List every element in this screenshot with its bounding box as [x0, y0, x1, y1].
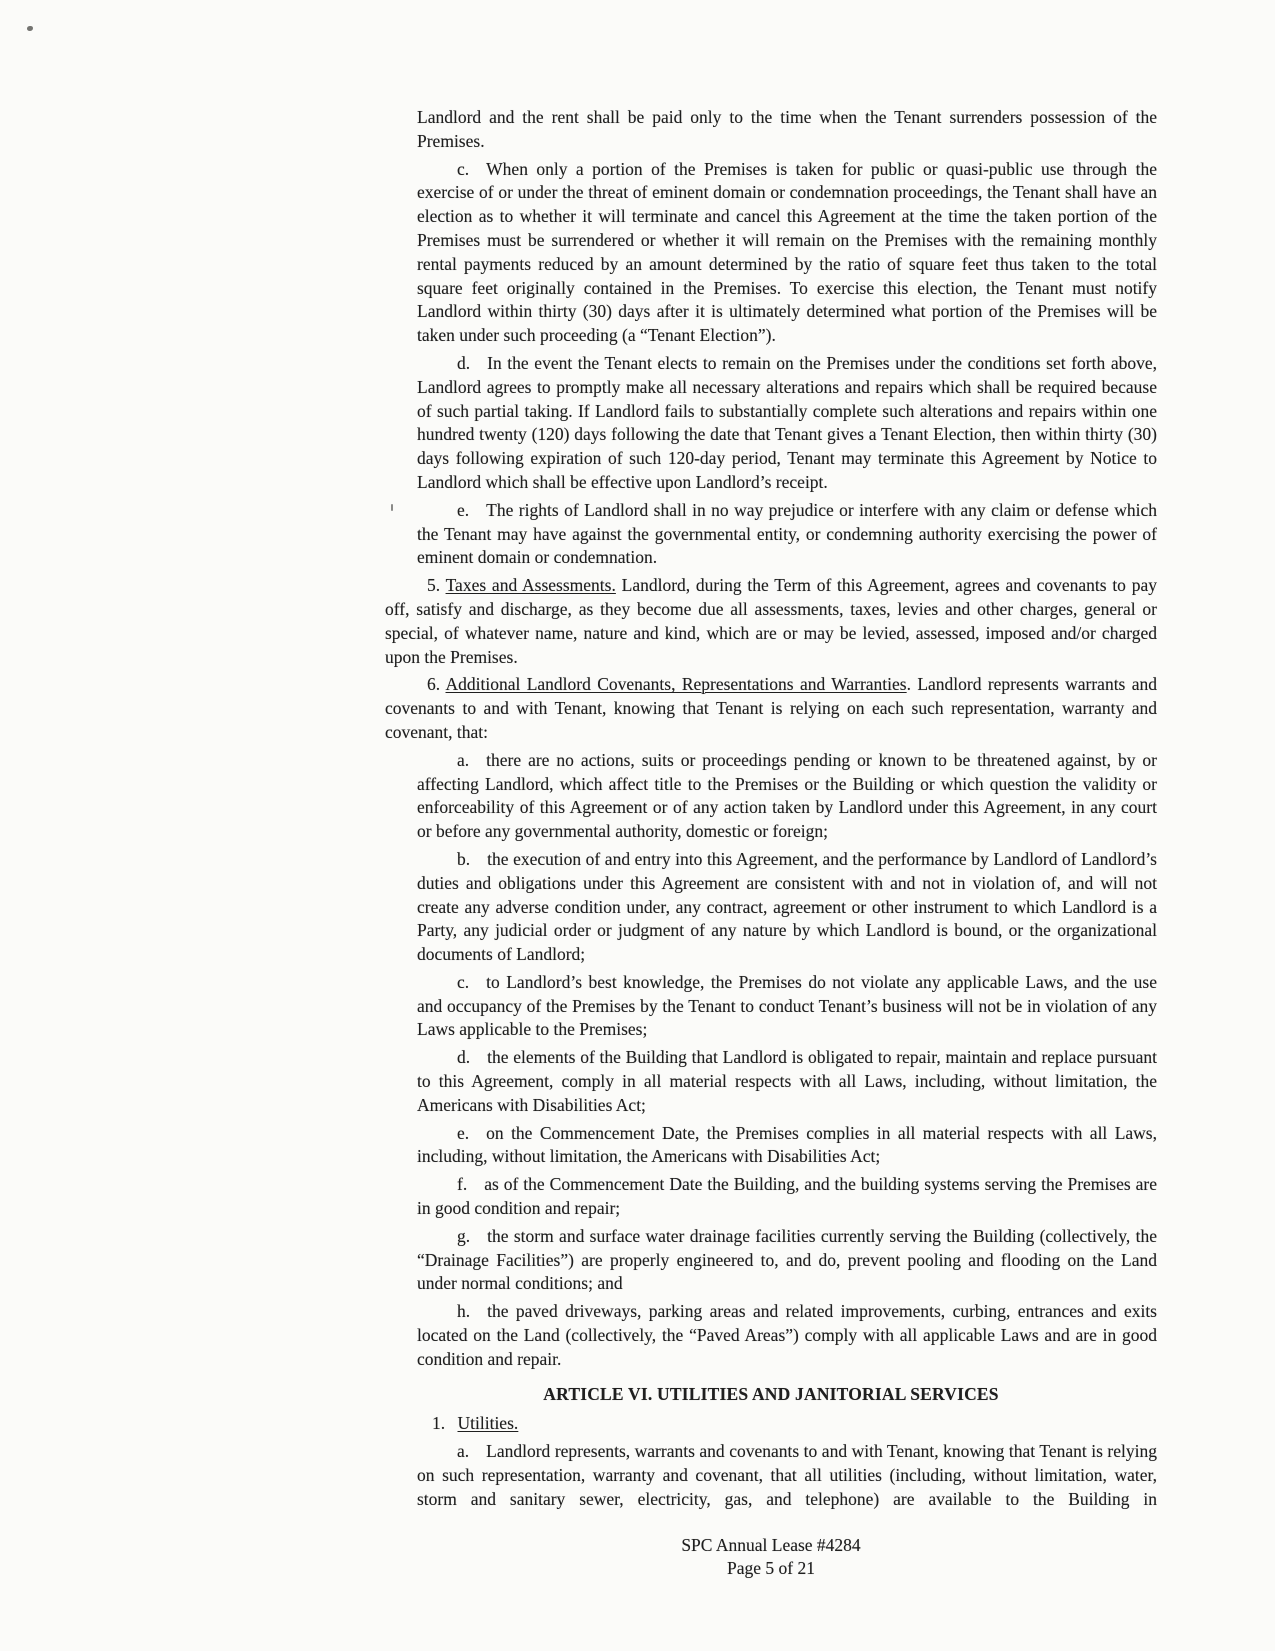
paragraph-c-no-law-violation [417, 971, 1157, 1042]
item-label: c. [457, 158, 470, 179]
item-label: e. [457, 1122, 470, 1143]
item-label: e. [457, 499, 470, 520]
item-label: f. [457, 1174, 468, 1195]
paragraph-text: the paved driveways, parking areas and related improvements, curbing, entrances and exits located on the Land (collectively, the “Paved Areas”) comply with all applicable Laws and are in good condition and repair. [417, 1301, 1157, 1369]
item-label: a. [457, 1441, 470, 1462]
paragraph-d-building-elements [417, 1046, 1157, 1117]
paragraph-text: . Landlord represents warrants and covenants to and with Tenant, knowing that Tenant is relying on each such representation, warranty and covenant, that: [385, 674, 1157, 742]
paragraph-c-partial-taking [417, 158, 1157, 348]
section-number: 6. [427, 674, 441, 695]
paragraph-5-taxes-and-assessments [385, 574, 1157, 669]
paragraph-text: on the Commencement Date, the Premises complies in all material respects with all Laws, including, without limitation, the Americans with Disabilities Act; [417, 1122, 1157, 1167]
article-vi-heading: ARTICLE VI. UTILITIES AND JANITORIAL SERVICES [543, 1383, 999, 1404]
section-number: 5. [427, 575, 441, 596]
paragraph-a-utilities-availability [417, 1440, 1157, 1511]
paragraph-text: Landlord, during the Term of this Agreement, agrees and covenants to pay off, satisfy and discharge, as they become due all assessments, taxes, levies and other charges, general or special, of whatever name, nature and kind, which are or may be levied, assessed, imposed and/or charged upon the Premises. [385, 575, 1157, 667]
paragraph-h-paved-areas [417, 1300, 1157, 1371]
paragraph-d-tenant-remains [417, 352, 1157, 495]
item-label: b. [457, 848, 471, 869]
utilities-section-item [385, 1412, 1157, 1436]
paragraph-continuation [417, 106, 1157, 154]
paragraph-text: Landlord represents, warrants and covenants to and with Tenant, knowing that Tenant is relying on such representation, warranty and covenant, that all utilities (including, without limitation, water, storm and sanitary sewer, electricity, gas, and telephone) are available to the Building in [417, 1441, 1157, 1509]
paragraph-text: as of the Commencement Date the Building, and the building systems serving the Premises are in good condition and repair; [417, 1174, 1157, 1219]
item-label: a. [457, 749, 470, 770]
utilities-heading-underlined: Utilities. [457, 1413, 519, 1434]
paragraph-text: Landlord and the rent shall be paid only to the time when the Tenant surrenders possession of the Premises. [417, 107, 1157, 151]
lease-reference: SPC Annual Lease #4284 [681, 1534, 861, 1555]
scan-speck-artifact [27, 26, 33, 31]
paragraph-e-landlord-rights [417, 499, 1157, 570]
item-label: g. [457, 1225, 471, 1246]
paragraph-text: the execution of and entry into this Agreement, and the performance by Landlord of Landlord’s duties and obligations under this Agreement are consistent with and not in violation of, and will not create any adverse condition under, any contract, agreement or other instrument to which Landlord is a Party, any judicial order or judgment of any nature by which Landlord is bound, or the organizational documents of Landlord; [417, 848, 1157, 965]
paragraph-a-no-proceedings [417, 749, 1157, 844]
section-heading-underlined: Additional Landlord Covenants, Representations and Warranties [445, 674, 907, 695]
paragraph-text: The rights of Landlord shall in no way prejudice or interfere with any claim or defense which the Tenant may have against the governmental entity, or condemning authority exercising the power of eminent domain or condemnation. [417, 499, 1157, 568]
paragraph-text: In the event the Tenant elects to remain on the Premises under the conditions set forth above, Landlord agrees to promptly make all necessary alterations and repairs which shall be required because of such partial taking. If Landlord fails to substantially complete such alterations and repairs within one hundred twenty (120) days following the date that Tenant gives a Tenant Election, then within thirty (30) days following expiration of such 120-day period, Tenant may terminate this Agreement by Notice to Landlord which shall be effective upon Landlord’s receipt. [417, 352, 1157, 492]
paragraph-g-drainage-facilities [417, 1225, 1157, 1296]
item-number: 1. [432, 1413, 446, 1434]
page-number-indicator: Page 5 of 21 [727, 1558, 815, 1579]
paragraph-text: there are no actions, suits or proceedings pending or known to be threatened against, by or affecting Landlord, which affect title to the Premises or the Building or which question the validity or enforceability of this Agreement or of any action taken by Landlord under this Agreement, in any court or before any governmental authority, domestic or foreign; [417, 749, 1157, 842]
scan-mark-artifact [391, 504, 393, 511]
paragraph-6-additional-covenants [385, 673, 1157, 744]
paragraph-text: When only a portion of the Premises is taken for public or quasi-public use through the exercise of or under the threat of eminent domain or condemnation proceedings, the Tenant shall have an election as to whether it will terminate and cancel this Agreement at the time the taken portion of the Premises must be surrendered or whether it will remain on the Premises with the remaining monthly rental payments reduced by an amount determined by the ratio of square feet thus taken to the total square feet originally contained in the Premises. To exercise this election, the Tenant must notify Landlord within thirty (30) days after it is ultimately determined what portion of the Premises will be taken under such proceeding (a “Tenant Election”). [417, 158, 1157, 346]
paragraph-b-execution-authority [417, 848, 1157, 967]
page-footer [385, 1534, 1157, 1582]
paragraph-text: the elements of the Building that Landlord is obligated to repair, maintain and replace pursuant to this Agreement, comply in all material respects with all Laws, including, without limitation, the Americans with Disabilities Act; [417, 1047, 1157, 1115]
paragraph-text: the storm and surface water drainage facilities currently serving the Building (collectively, the “Drainage Facilities”) are properly engineered to, and do, prevent pooling and flooding on the Land under normal conditions; and [417, 1225, 1157, 1294]
paragraph-f-building-condition [417, 1173, 1157, 1221]
item-label: h. [457, 1301, 471, 1322]
section-heading-underlined: Taxes and Assessments. [445, 575, 616, 596]
paragraph-text: to Landlord’s best knowledge, the Premises do not violate any applicable Laws, and the use and occupancy of the Premises by the Tenant to conduct Tenant’s business will not be in violation of any Laws applicable to the Premises; [417, 971, 1157, 1040]
item-label: c. [457, 971, 470, 992]
paragraph-e-commencement-compliance [417, 1122, 1157, 1170]
item-label: d. [457, 352, 471, 373]
item-label: d. [457, 1047, 471, 1068]
